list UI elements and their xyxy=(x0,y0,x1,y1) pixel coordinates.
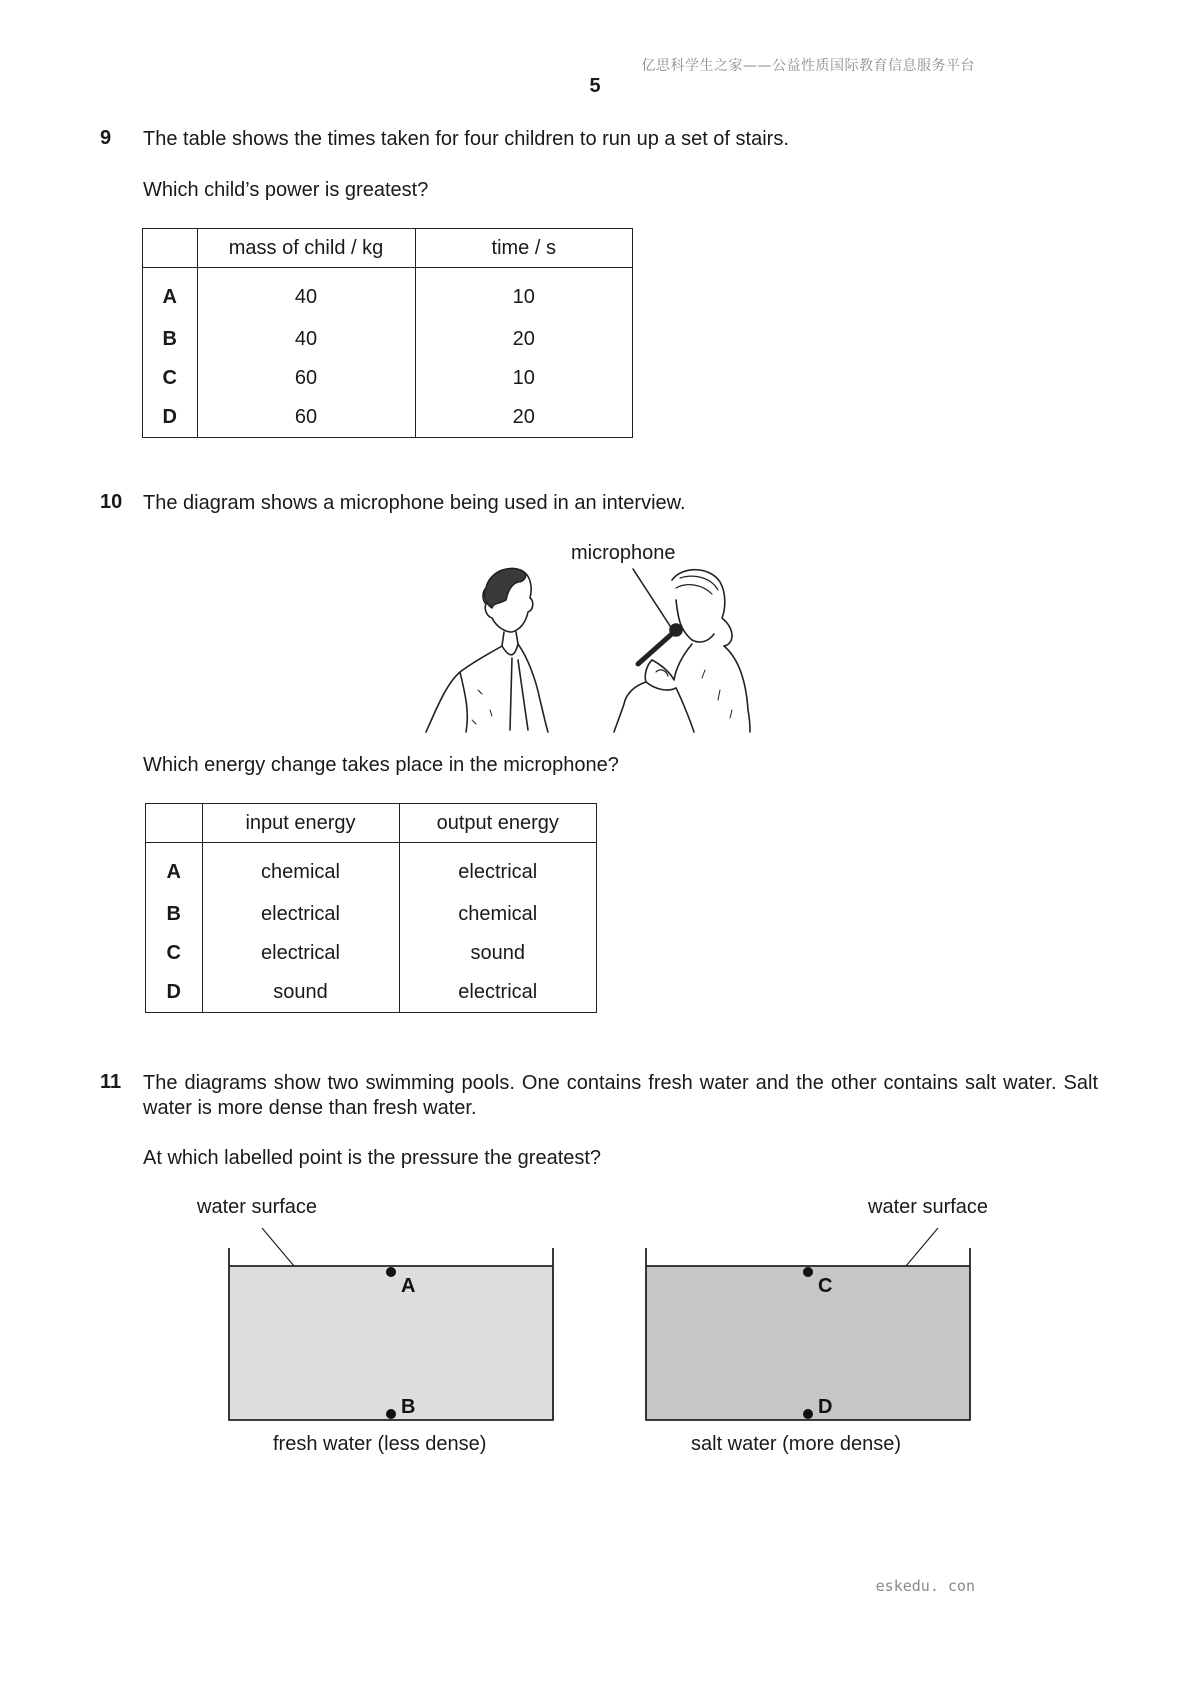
table-row xyxy=(143,268,632,321)
point-c-marker xyxy=(803,1267,813,1277)
table-header-cell: output energy xyxy=(399,804,596,843)
question-10-table xyxy=(146,804,596,1012)
salt-surface-leader xyxy=(906,1228,938,1266)
question-9-table-frame xyxy=(142,228,633,438)
question-11-stem: The diagrams show two swimming pools. One contains fresh water and the other contains salt water. Salt water is more dense than fresh water. xyxy=(143,1072,1098,1119)
table-cell: electrical xyxy=(458,981,538,1003)
fresh-water-fill xyxy=(229,1266,553,1420)
table-cell: electrical xyxy=(202,895,399,934)
fresh-water-pool xyxy=(229,1228,553,1420)
table-row xyxy=(146,934,596,973)
table-cell: 10 xyxy=(512,285,535,308)
table-cell: 20 xyxy=(512,406,535,428)
table-header-cell xyxy=(143,229,197,268)
watermark-header: 亿思科学生之家——公益性质国际教育信息服务平台 xyxy=(641,58,975,74)
salt-pool-caption: salt water (more dense) xyxy=(691,1433,902,1455)
table-cell: electrical xyxy=(458,860,538,883)
table-cell: electrical xyxy=(202,934,399,973)
table-row xyxy=(146,895,596,934)
point-d-marker xyxy=(803,1409,813,1419)
page-number: 5 xyxy=(589,75,601,97)
fresh-pool-surface-label: water surface xyxy=(197,1196,318,1218)
point-d-label: D xyxy=(818,1396,833,1418)
question-9-stem: The table shows the times taken for four children to run up a set of stairs. xyxy=(143,128,789,150)
interviewee-figure xyxy=(614,570,750,732)
table-cell: sound xyxy=(470,942,525,964)
table-row xyxy=(143,359,632,398)
question-9-table xyxy=(143,229,632,437)
question-11-prompt: At which labelled point is the pressure the greatest? xyxy=(143,1147,602,1169)
table-row xyxy=(146,843,596,896)
point-a-label: A xyxy=(401,1275,416,1297)
question-10-stem: The diagram shows a microphone being used in an interview. xyxy=(143,492,686,514)
table-row xyxy=(143,320,632,359)
option-label: A xyxy=(143,268,197,321)
swimming-pools-diagram xyxy=(200,1220,990,1430)
question-9-prompt: Which child’s power is greatest? xyxy=(143,179,429,201)
salt-water-fill xyxy=(646,1266,970,1420)
table-row xyxy=(143,398,632,437)
option-label: C xyxy=(146,934,202,973)
table-cell: 20 xyxy=(512,328,535,350)
table-cell: chemical xyxy=(202,843,399,896)
salt-water-pool xyxy=(646,1228,970,1420)
table-header-cell: input energy xyxy=(202,804,399,843)
table-header-cell: mass of child / kg xyxy=(197,229,415,268)
option-label: B xyxy=(146,895,202,934)
table-cell: sound xyxy=(202,973,399,1012)
table-cell: 60 xyxy=(197,398,415,437)
salt-pool-surface-label: water surface xyxy=(868,1196,989,1218)
question-10-prompt: Which energy change takes place in the microphone? xyxy=(143,754,619,776)
option-label: B xyxy=(143,320,197,359)
microphone-label: microphone xyxy=(571,542,676,564)
point-b-label: B xyxy=(401,1396,416,1418)
option-label: D xyxy=(146,973,202,1012)
table-cell: 40 xyxy=(197,268,415,321)
table-cell: 40 xyxy=(197,320,415,359)
question-9-number: 9 xyxy=(100,127,112,149)
table-header-row xyxy=(143,229,632,268)
point-b-marker xyxy=(386,1409,396,1419)
table-header-cell: time / s xyxy=(415,229,632,268)
microphone-label-leader xyxy=(633,569,674,632)
point-a-marker xyxy=(386,1267,396,1277)
interview-illustration xyxy=(420,560,780,735)
table-header-row xyxy=(146,804,596,843)
table-row xyxy=(146,973,596,1012)
footer-watermark: eskedu. con xyxy=(875,1577,975,1595)
interviewer-figure xyxy=(426,569,548,732)
table-cell: 60 xyxy=(197,359,415,398)
table-cell: 10 xyxy=(512,367,535,389)
option-label: D xyxy=(143,398,197,437)
microphone-icon xyxy=(638,624,682,664)
question-10-number: 10 xyxy=(100,491,123,513)
point-c-label: C xyxy=(818,1275,833,1297)
question-10-table-frame xyxy=(145,803,597,1013)
fresh-pool-caption: fresh water (less dense) xyxy=(273,1433,487,1455)
fresh-surface-leader xyxy=(262,1228,294,1266)
option-label: C xyxy=(143,359,197,398)
table-cell: chemical xyxy=(458,903,538,925)
option-label: A xyxy=(146,843,202,896)
question-11-number: 11 xyxy=(100,1071,122,1093)
table-header-cell xyxy=(146,804,202,843)
